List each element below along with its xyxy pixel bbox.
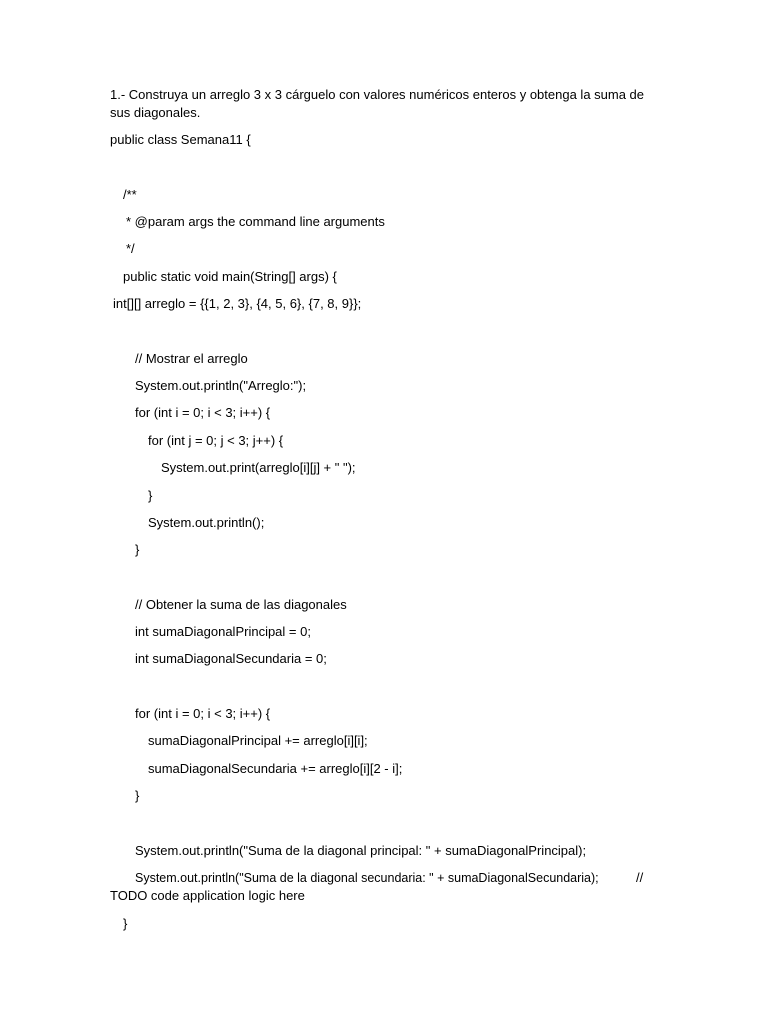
code-line: System.out.println(); <box>148 515 265 530</box>
exercise-statement: 1.- Construya un arreglo 3 x 3 cárguelo con valores numéricos enteros y obtenga la suma de sus diagonales. <box>110 87 645 120</box>
code-comment: // Obtener la suma de las diagonales <box>135 597 347 612</box>
code-comment: // <box>636 870 644 885</box>
code-line: */ <box>126 241 135 256</box>
code-line: * @param args the command line arguments <box>126 214 385 229</box>
code-line: System.out.println("Suma de la diagonal principal: " + sumaDiagonalPrincipal); <box>135 843 587 858</box>
code-line: for (int j = 0; j < 3; j++) { <box>148 433 284 448</box>
code-line: } <box>123 916 128 931</box>
code-line: } <box>148 488 153 503</box>
code-line: public static void main(String[] args) { <box>123 269 337 284</box>
code-line: int sumaDiagonalSecundaria = 0; <box>135 651 327 666</box>
code-line: sumaDiagonalPrincipal += arreglo[i][i]; <box>148 733 368 748</box>
code-line: } <box>135 788 140 803</box>
code-line: for (int i = 0; i < 3; i++) { <box>135 706 271 721</box>
code-line: System.out.println("Suma de la diagonal secundaria: " + sumaDiagonalSecundaria); <box>135 871 599 885</box>
code-line: } <box>135 542 140 557</box>
code-line: int[][] arreglo = {{1, 2, 3}, {4, 5, 6}, {7, 8, 9}}; <box>113 296 362 311</box>
code-line: int sumaDiagonalPrincipal = 0; <box>135 624 311 639</box>
code-line: for (int i = 0; i < 3; i++) { <box>135 405 271 420</box>
code-line: sumaDiagonalSecundaria += arreglo[i][2 - i]; <box>148 761 403 776</box>
code-line: System.out.println("Arreglo:"); <box>135 378 307 393</box>
code-line: public class Semana11 { <box>110 132 251 147</box>
code-comment: TODO code application logic here <box>110 888 305 903</box>
code-comment: // Mostrar el arreglo <box>135 351 248 366</box>
code-line: System.out.print(arreglo[i][j] + " "); <box>161 460 356 475</box>
code-line: /** <box>123 187 137 202</box>
